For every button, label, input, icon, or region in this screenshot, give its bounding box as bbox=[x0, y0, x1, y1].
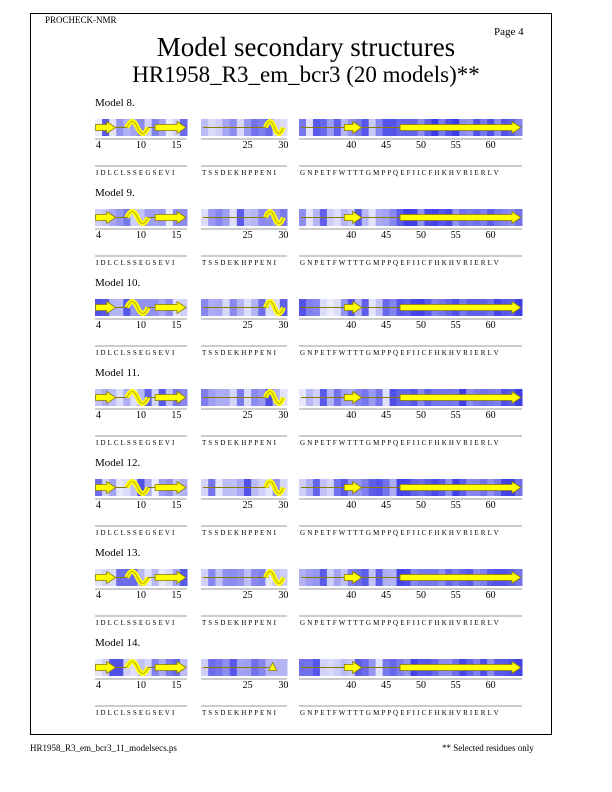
residue-tick-label: 50 bbox=[415, 500, 426, 511]
residue-tick-label: 25 bbox=[242, 140, 253, 151]
residue-tick-label: 60 bbox=[485, 590, 496, 601]
residue-tick-label: 40 bbox=[346, 680, 357, 691]
residue-tick-label: 45 bbox=[381, 140, 392, 151]
residue-tick-label: 25 bbox=[242, 680, 253, 691]
residue-tick-label: 40 bbox=[346, 410, 357, 421]
model-label: Model 10. bbox=[95, 277, 141, 289]
residue-tick-label: 55 bbox=[450, 590, 461, 601]
residue-tick-label: 50 bbox=[415, 410, 426, 421]
residue-tick-label: 60 bbox=[485, 320, 496, 331]
residue-tick-label: 60 bbox=[485, 140, 496, 151]
residue-tick-label: 4 bbox=[96, 320, 102, 331]
residue-tick-label: 30 bbox=[278, 680, 289, 691]
residue-tick-label: 45 bbox=[381, 590, 392, 601]
model-label: Model 12. bbox=[95, 457, 141, 469]
sequence-text: T S S D E K H P P E N I bbox=[202, 439, 277, 447]
sequence-text: T S S D E K H P P E N I bbox=[202, 709, 277, 717]
residue-tick-label: 50 bbox=[415, 590, 426, 601]
footer-note: ** Selected residues only bbox=[442, 743, 534, 753]
residue-tick-label: 30 bbox=[278, 410, 289, 421]
residue-tick-label: 55 bbox=[450, 680, 461, 691]
page-title: Model secondary structures bbox=[156, 32, 456, 62]
residue-tick-label: 55 bbox=[450, 140, 461, 151]
residue-tick-label: 30 bbox=[278, 140, 289, 151]
model-label: Model 13. bbox=[95, 547, 141, 559]
residue-tick-label: 45 bbox=[381, 320, 392, 331]
residue-tick-label: 4 bbox=[96, 500, 102, 511]
sequence-text: I D L C L S S E G S E V I bbox=[96, 349, 175, 357]
residue-tick-label: 10 bbox=[136, 590, 146, 601]
residue-tick-label: 4 bbox=[96, 140, 102, 151]
sequence-text: G N P E T F W T T T G M P P Q E F I I C F H K H V R I E R L V bbox=[300, 619, 499, 627]
residue-tick-label: 50 bbox=[415, 320, 426, 331]
residue-tick-label: 45 bbox=[381, 230, 392, 241]
page-number: Page 4 bbox=[494, 26, 524, 38]
residue-tick-label: 10 bbox=[136, 230, 146, 241]
sequence-text: G N P E T F W T T T G M P P Q E F I I C F H K H V R I E R L V bbox=[300, 259, 499, 267]
accessibility-cell bbox=[280, 659, 288, 676]
residue-tick-label: 50 bbox=[415, 230, 426, 241]
residue-tick-label: 40 bbox=[346, 500, 357, 511]
residue-tick-label: 15 bbox=[171, 230, 182, 241]
residue-tick-label: 45 bbox=[381, 680, 392, 691]
sequence-text: I D L C L S S E G S E V I bbox=[96, 619, 175, 627]
residue-tick-label: 10 bbox=[136, 410, 146, 421]
residue-tick-label: 10 bbox=[136, 500, 146, 511]
model-label: Model 14. bbox=[95, 637, 141, 649]
residue-tick-label: 10 bbox=[136, 680, 146, 691]
residue-tick-label: 4 bbox=[96, 680, 102, 691]
sequence-text: I D L C L S S E G S E V I bbox=[96, 169, 175, 177]
model-label: Model 9. bbox=[95, 187, 135, 199]
residue-tick-label: 15 bbox=[171, 680, 182, 691]
residue-tick-label: 4 bbox=[96, 590, 102, 601]
residue-tick-label: 55 bbox=[450, 500, 461, 511]
sequence-text: G N P E T F W T T T G M P P Q E F I I C F H K H V R I E R L V bbox=[300, 529, 499, 537]
residue-tick-label: 40 bbox=[346, 230, 357, 241]
residue-tick-label: 30 bbox=[278, 230, 289, 241]
residue-tick-label: 55 bbox=[450, 320, 461, 331]
residue-tick-label: 30 bbox=[278, 320, 289, 331]
residue-tick-label: 15 bbox=[171, 410, 182, 421]
residue-tick-label: 30 bbox=[278, 590, 289, 601]
sequence-text: T S S D E K H P P E N I bbox=[202, 529, 277, 537]
sequence-text: G N P E T F W T T T G M P P Q E F I I C F H K H V R I E R L V bbox=[300, 439, 499, 447]
residue-tick-label: 45 bbox=[381, 410, 392, 421]
residue-tick-label: 60 bbox=[485, 230, 496, 241]
sequence-text: I D L C L S S E G S E V I bbox=[96, 439, 175, 447]
page-subtitle: HR1958_R3_em_bcr3 (20 models)** bbox=[132, 62, 480, 87]
residue-tick-label: 15 bbox=[171, 500, 182, 511]
footer-filename: HR1958_R3_em_bcr3_11_modelsecs.ps bbox=[30, 743, 177, 753]
sequence-text: I D L C L S S E G S E V I bbox=[96, 529, 175, 537]
residue-tick-label: 55 bbox=[450, 410, 461, 421]
sequence-text: T S S D E K H P P E N I bbox=[202, 169, 277, 177]
residue-tick-label: 30 bbox=[278, 500, 289, 511]
sequence-text: I D L C L S S E G S E V I bbox=[96, 709, 175, 717]
residue-tick-label: 55 bbox=[450, 230, 461, 241]
residue-tick-label: 60 bbox=[485, 680, 496, 691]
residue-tick-label: 25 bbox=[242, 500, 253, 511]
residue-tick-label: 15 bbox=[171, 590, 182, 601]
residue-tick-label: 45 bbox=[381, 500, 392, 511]
residue-tick-label: 25 bbox=[242, 590, 253, 601]
residue-tick-label: 4 bbox=[96, 230, 102, 241]
model-label: Model 8. bbox=[95, 97, 135, 109]
residue-tick-label: 40 bbox=[346, 140, 357, 151]
residue-tick-label: 50 bbox=[415, 140, 426, 151]
residue-tick-label: 15 bbox=[171, 320, 182, 331]
residue-tick-label: 4 bbox=[96, 410, 102, 421]
sequence-text: I D L C L S S E G S E V I bbox=[96, 259, 175, 267]
residue-tick-label: 10 bbox=[136, 140, 146, 151]
residue-tick-label: 60 bbox=[485, 500, 496, 511]
residue-tick-label: 25 bbox=[242, 230, 253, 241]
residue-tick-label: 40 bbox=[346, 320, 357, 331]
sequence-text: G N P E T F W T T T G M P P Q E F I I C F H K H V R I E R L V bbox=[300, 169, 499, 177]
sequence-text: T S S D E K H P P E N I bbox=[202, 259, 277, 267]
residue-tick-label: 60 bbox=[485, 410, 496, 421]
residue-tick-label: 25 bbox=[242, 320, 253, 331]
sequence-text: T S S D E K H P P E N I bbox=[202, 619, 277, 627]
residue-tick-label: 50 bbox=[415, 680, 426, 691]
residue-tick-label: 25 bbox=[242, 410, 253, 421]
residue-tick-label: 15 bbox=[171, 140, 182, 151]
sequence-text: G N P E T F W T T T G M P P Q E F I I C F H K H V R I E R L V bbox=[300, 349, 499, 357]
sequence-text: T S S D E K H P P E N I bbox=[202, 349, 277, 357]
model-label: Model 11. bbox=[95, 367, 140, 379]
program-name: PROCHECK-NMR bbox=[45, 15, 117, 25]
residue-tick-label: 10 bbox=[136, 320, 146, 331]
sequence-text: G N P E T F W T T T G M P P Q E F I I C F H K H V R I E R L V bbox=[300, 709, 499, 717]
residue-tick-label: 40 bbox=[346, 590, 357, 601]
